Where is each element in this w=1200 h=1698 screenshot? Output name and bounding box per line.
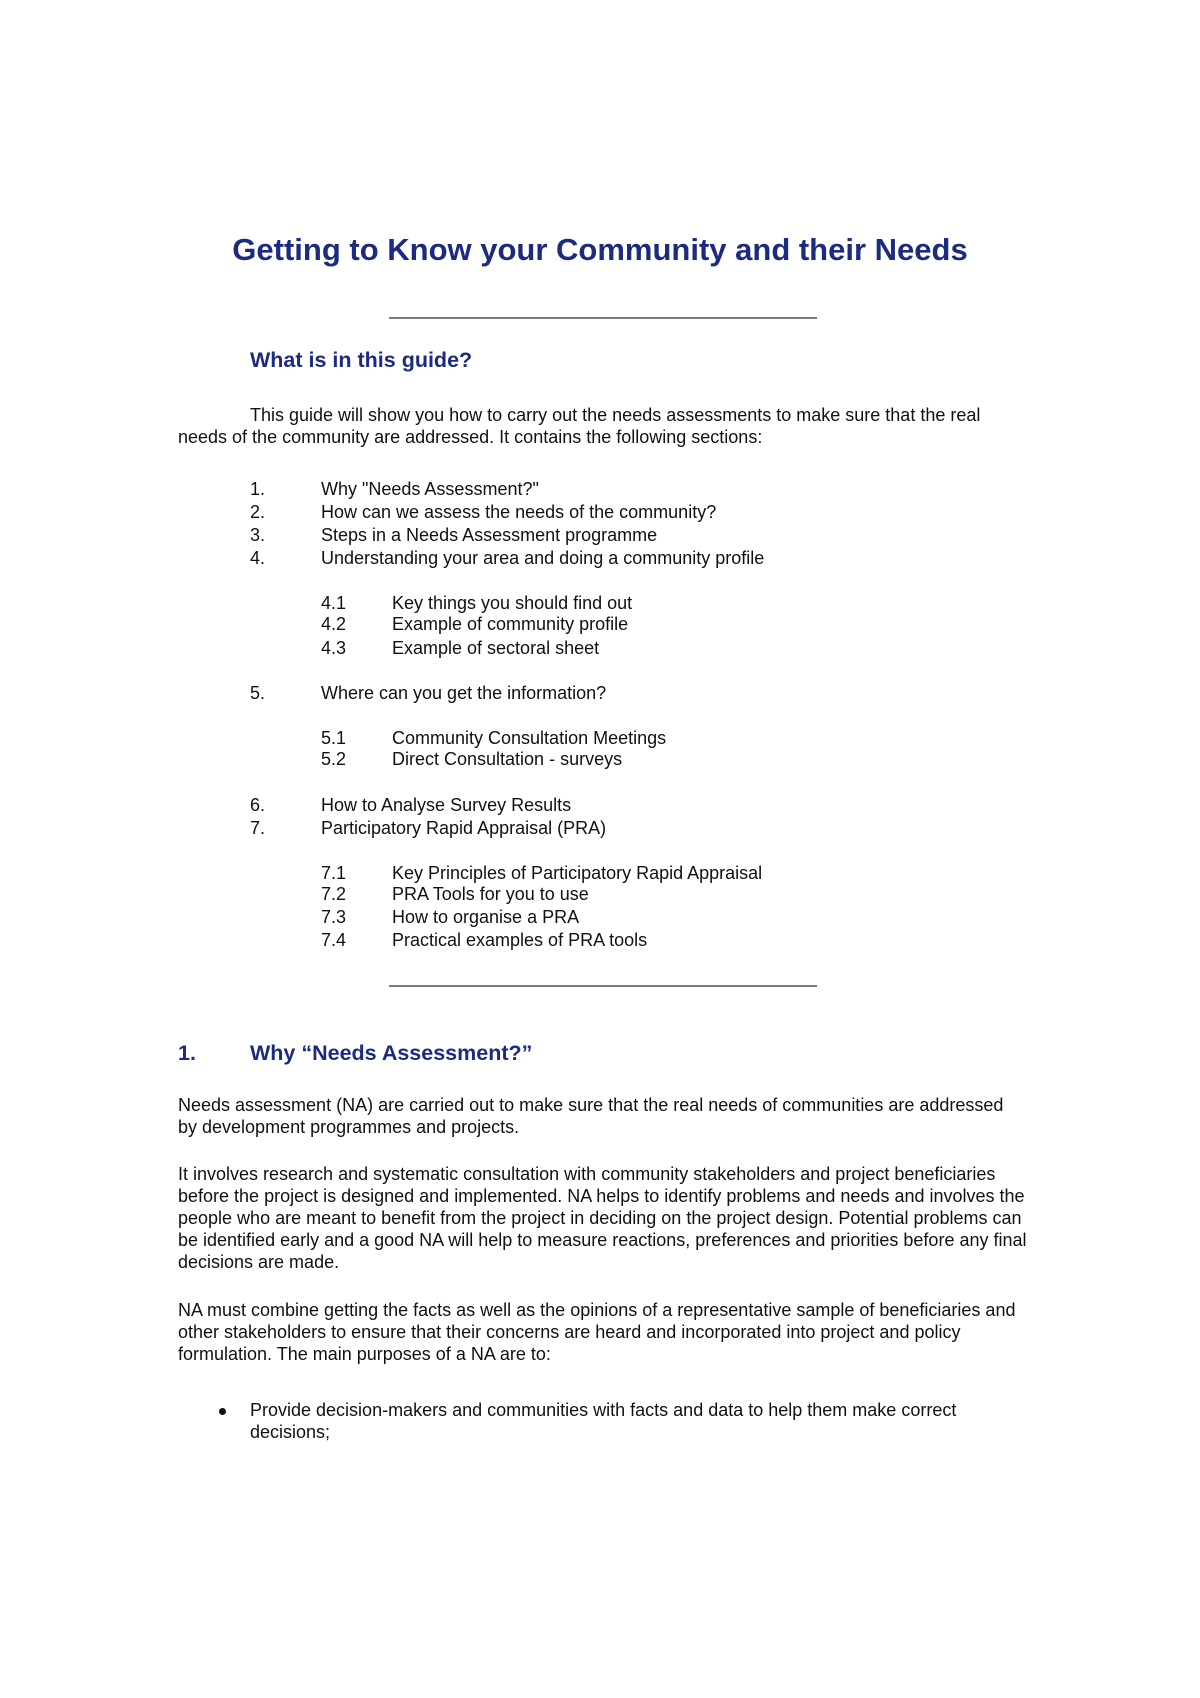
section1-number: 1. <box>178 1041 196 1065</box>
toc-item-number: 4.1 <box>321 593 347 613</box>
bullet-icon <box>219 1408 226 1415</box>
toc-item-number: 1. <box>250 479 266 499</box>
toc-item-number: 7.1 <box>321 863 347 883</box>
toc-item-text: Community Consultation Meetings <box>392 728 667 748</box>
toc-item-text: Understanding your area and doing a community profile <box>321 548 765 568</box>
toc-item-text: Participatory Rapid Appraisal (PRA) <box>321 818 607 838</box>
section1-bullet-1: Provide decision-makers and communities with facts and data to help them make correct decisions; <box>250 1400 957 1442</box>
section1-paragraph-2: It involves research and systematic consultation with community stakeholders and project beneficiaries before the project is designed and implemented. NA helps to identify problems and needs and involves the people who are meant to benefit from the project in deciding on the project design. Potential problems can be identified early and a good NA will help to measure reactions, preferences and priorities before any final decisions are made. <box>178 1164 1027 1272</box>
toc-item-text: Practical examples of PRA tools <box>392 930 648 950</box>
toc-item-number: 4. <box>250 548 266 568</box>
toc-item-number: 5.2 <box>321 749 347 769</box>
guide-heading: What is in this guide? <box>250 348 473 372</box>
toc-item-text: Key Principles of Participatory Rapid Appraisal <box>392 863 763 883</box>
toc-item-number: 4.3 <box>321 638 347 658</box>
section1-paragraph-3: NA must combine getting the facts as well as the opinions of a representative sample of beneficiaries and other stakeholders to ensure that their concerns are heard and incorporated into project and policy formulation. The main purposes of a NA are to: <box>178 1300 1016 1364</box>
toc-item-number: 5.1 <box>321 728 347 748</box>
toc-item-text: Where can you get the information? <box>321 683 607 703</box>
toc-item-number: 3. <box>250 525 266 545</box>
intro-paragraph: This guide will show you how to carry out the needs assessments to make sure that the real needs of the community are addressed. It contains the following sections: <box>178 405 981 447</box>
toc-item-number: 7. <box>250 818 266 838</box>
toc-item-text: Why "Needs Assessment?" <box>321 479 539 499</box>
toc-item-number: 7.2 <box>321 884 347 904</box>
divider-top <box>389 317 817 319</box>
toc-item-text: Example of community profile <box>392 614 629 634</box>
toc-item-number: 2. <box>250 502 266 522</box>
section1-title: Why “Needs Assessment?” <box>250 1041 533 1065</box>
toc-item-text: Steps in a Needs Assessment programme <box>321 525 658 545</box>
toc-item-text: Direct Consultation - surveys <box>392 749 623 769</box>
toc-item-number: 6. <box>250 795 266 815</box>
toc-item-number: 5. <box>250 683 266 703</box>
toc-item-text: How can we assess the needs of the community? <box>321 502 717 522</box>
toc-item-number: 7.4 <box>321 930 347 950</box>
toc-item-text: PRA Tools for you to use <box>392 884 589 904</box>
document-title: Getting to Know your Community and their Needs <box>232 232 968 267</box>
toc-item-number: 7.3 <box>321 907 347 927</box>
toc-item-text: How to organise a PRA <box>392 907 580 927</box>
toc-item-number: 4.2 <box>321 614 347 634</box>
section1-paragraph-1: Needs assessment (NA) are carried out to make sure that the real needs of communities are addressed by development programmes and projects. <box>178 1095 1004 1137</box>
toc-item-text: Example of sectoral sheet <box>392 638 600 658</box>
divider-bottom <box>389 985 817 987</box>
toc-item-text: How to Analyse Survey Results <box>321 795 572 815</box>
toc-item-text: Key things you should find out <box>392 593 633 613</box>
